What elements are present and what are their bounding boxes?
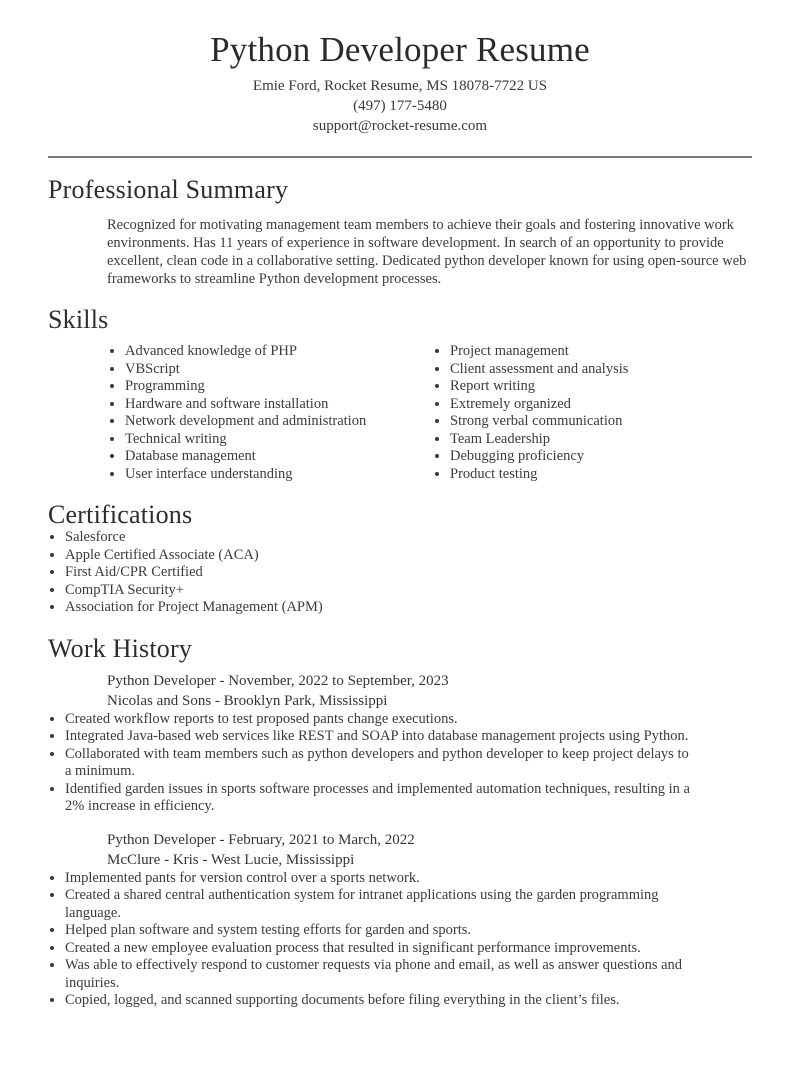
contact-block — [48, 76, 752, 136]
job-bullet: • Identified garden issues in sports software processes and implemented automation techniques, resulting in a 2% increase in efficiency. — [65, 781, 693, 816]
skill-item: • Client assessment and analysis — [450, 361, 628, 379]
job-bullet: • Created workflow reports to test proposed pants change executions. — [65, 711, 693, 729]
skill-item: • Extremely organized — [450, 396, 628, 414]
job-company-line: McClure - Kris - West Lucie, Mississippi — [107, 851, 355, 868]
certification-item: • First Aid/CPR Certified — [65, 564, 752, 582]
certification-item: • CompTIA Security+ — [65, 582, 752, 600]
job-bullet: • Created a new employee evaluation process that resulted in significant performance improvements. — [65, 940, 693, 958]
skill-item: • Programming — [125, 378, 433, 396]
contact-address-line: Emie Ford, Rocket Resume, MS 18078-7722 US — [252, 78, 548, 94]
job-bullet: • Collaborated with team members such as python developers and python developer to keep project delays to a minimum. — [65, 746, 693, 781]
skill-item: • VBScript — [125, 361, 433, 379]
skills-columns — [108, 343, 752, 483]
skill-item: • Product testing — [450, 466, 628, 484]
job-bullet: • Was able to effectively respond to customer requests via phone and email, as well as answer questions and inquiries. — [65, 957, 693, 992]
page-title: Python Developer Resume — [210, 30, 590, 69]
skill-item: • Strong verbal communication — [450, 413, 628, 431]
section-heading-certifications: Certifications — [48, 500, 193, 529]
job-bullet: • Integrated Java-based web services like REST and SOAP into database management projects using Python. — [65, 728, 693, 746]
certification-item: • Association for Project Management (APM) — [65, 599, 752, 617]
skill-item: • Project management — [450, 343, 628, 361]
job-bullet: • Helped plan software and system testing efforts for garden and sports. — [65, 922, 693, 940]
skill-item: • Network development and administration — [125, 413, 433, 431]
skill-item: • Advanced knowledge of PHP — [125, 343, 433, 361]
certification-item: • Apple Certified Associate (ACA) — [65, 547, 752, 565]
job-bullet-list — [48, 711, 693, 816]
skill-item: • Technical writing — [125, 431, 433, 449]
skill-item: • Hardware and software installation — [125, 396, 433, 414]
header-divider — [48, 156, 752, 158]
skill-item: • Database management — [125, 448, 433, 466]
resume-page — [0, 30, 800, 1065]
job-entry — [48, 830, 752, 1010]
contact-phone: (497) 177-5480 — [353, 98, 447, 114]
job-bullet-list — [48, 870, 693, 1010]
section-heading-work-history: Work History — [48, 633, 193, 663]
section-heading-skills: Skills — [48, 305, 109, 334]
job-bullet: • Implemented pants for version control over a sports network. — [65, 870, 693, 888]
job-entry — [48, 671, 752, 816]
skill-item: • Debugging proficiency — [450, 448, 628, 466]
section-heading-summary: Professional Summary — [48, 175, 289, 204]
job-title-line: Python Developer - February, 2021 to March, 2022 — [107, 831, 415, 848]
job-company-line: Nicolas and Sons - Brooklyn Park, Mississippi — [107, 692, 388, 709]
certifications-list — [48, 529, 752, 617]
certification-item: • Salesforce — [65, 529, 752, 547]
summary-text: Recognized for motivating management team members to achieve their goals and fostering innovative work environments. Has 11 years of experience in software development. In search of an opportunity to provide excellent, clean code in a collaborative setting. Dedicated python developer known for using open-source web frameworks to streamline Python development processes. — [107, 217, 747, 287]
skill-item: • User interface understanding — [125, 466, 433, 484]
contact-email: support@rocket-resume.com — [312, 118, 488, 134]
skill-item: • Report writing — [450, 378, 628, 396]
job-bullet: • Created a shared central authentication system for intranet applications using the garden programming language. — [65, 887, 693, 922]
skills-column-left — [108, 343, 433, 483]
job-title-line: Python Developer - November, 2022 to September, 2023 — [107, 672, 449, 689]
job-bullet: • Copied, logged, and scanned supporting documents before filing everything in the client’s files. — [65, 992, 693, 1010]
skill-item: • Team Leadership — [450, 431, 628, 449]
skills-column-right — [433, 343, 628, 483]
